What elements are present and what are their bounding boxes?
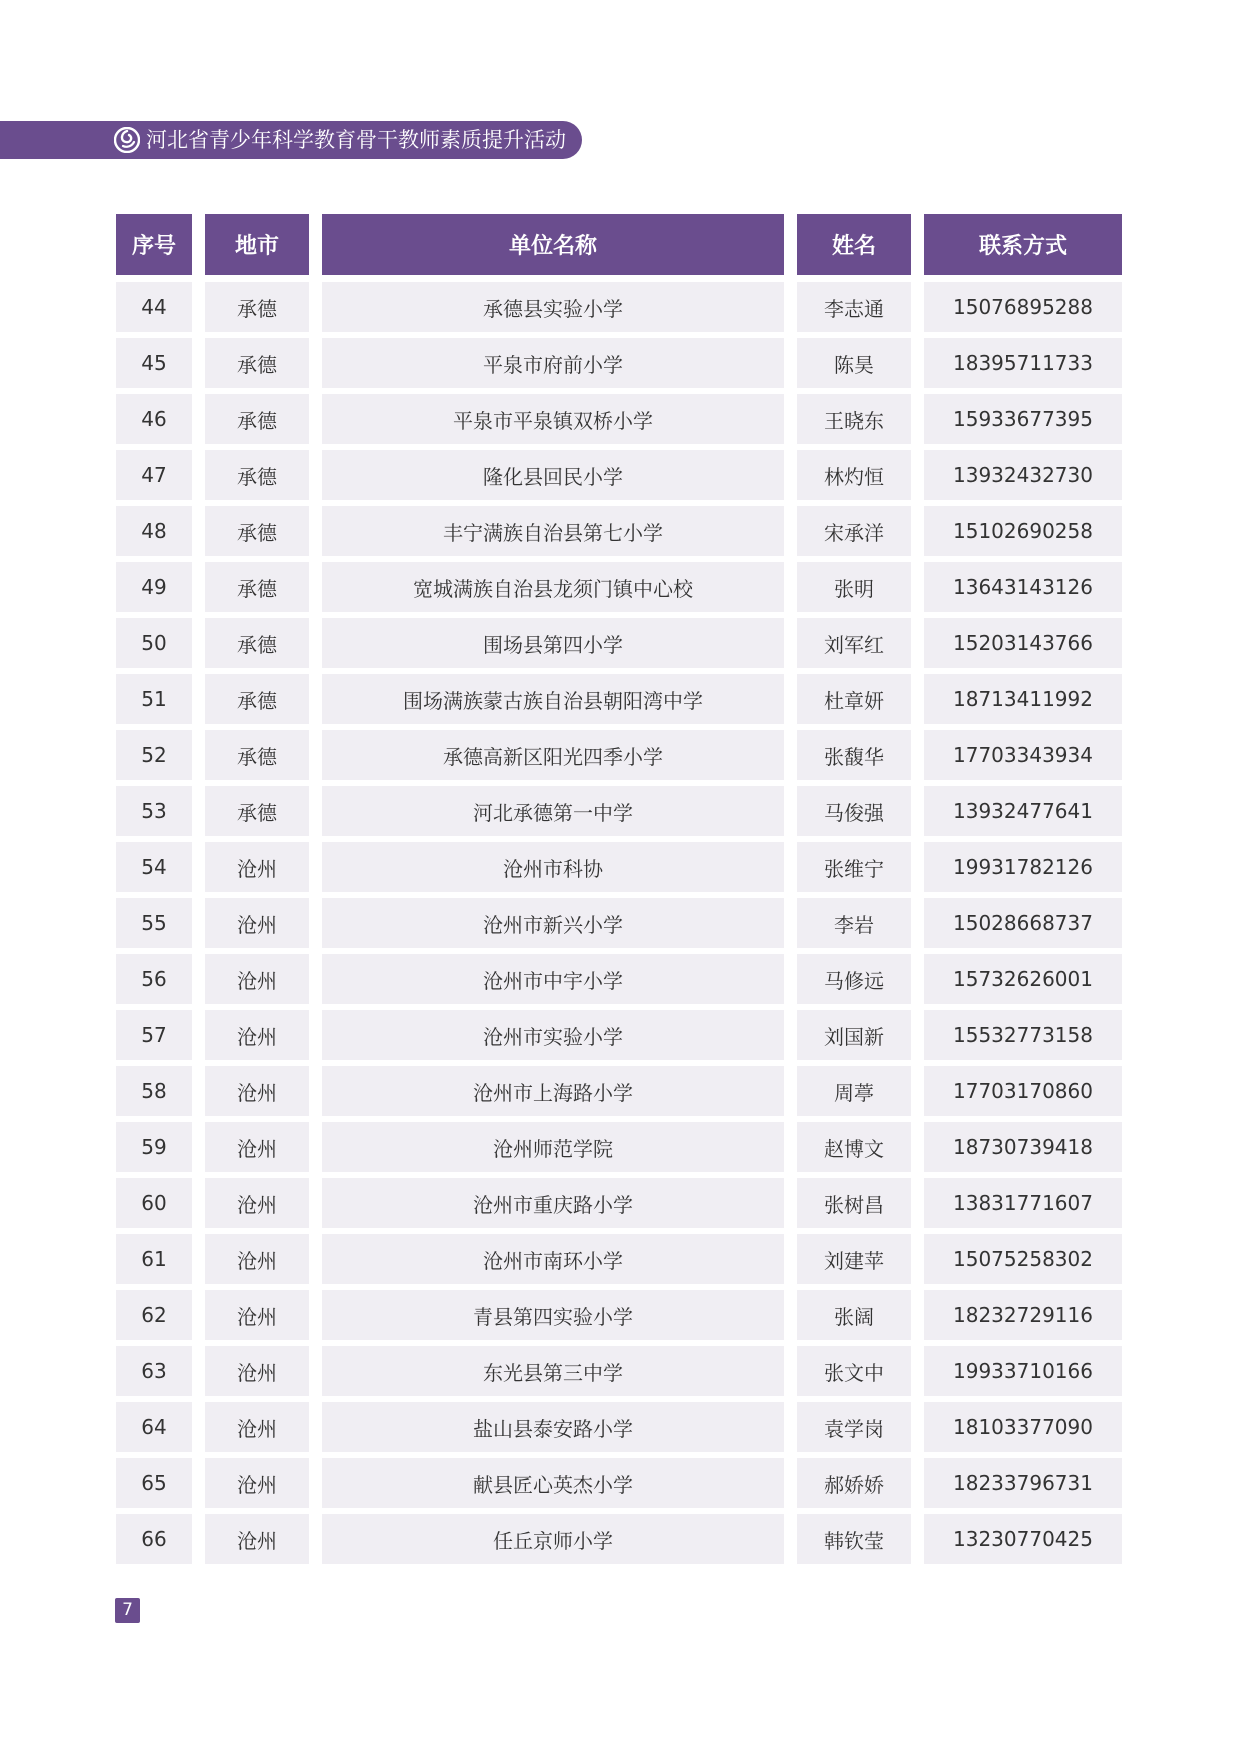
unit-cell: 沧州市南环小学 (322, 1234, 784, 1284)
city-cell: 沧州 (205, 1010, 309, 1060)
unit-cell: 任丘京师小学 (322, 1514, 784, 1564)
name-cell: 赵博文 (797, 1122, 911, 1172)
unit-cell: 宽城满族自治县龙须门镇中心校 (322, 562, 784, 612)
unit-cell: 青县第四实验小学 (322, 1290, 784, 1340)
table-body (116, 282, 1122, 1564)
city-cell: 沧州 (205, 1066, 309, 1116)
city-cell: 沧州 (205, 1458, 309, 1508)
seq-cell: 53 (116, 786, 192, 836)
name-cell: 郝娇娇 (797, 1458, 911, 1508)
phone-cell: 15933677395 (924, 394, 1122, 444)
page-title: 河北省青少年科学教育骨干教师素质提升活动 (146, 128, 566, 152)
table-row (116, 1234, 1122, 1284)
city-cell: 承德 (205, 282, 309, 332)
unit-cell: 沧州市重庆路小学 (322, 1178, 784, 1228)
phone-cell: 15532773158 (924, 1010, 1122, 1060)
table-row (116, 1514, 1122, 1564)
seq-cell: 66 (116, 1514, 192, 1564)
seq-cell: 60 (116, 1178, 192, 1228)
table-row (116, 730, 1122, 780)
table-row (116, 394, 1122, 444)
city-cell: 沧州 (205, 954, 309, 1004)
table-row (116, 282, 1122, 332)
seq-cell: 50 (116, 618, 192, 668)
seq-cell: 62 (116, 1290, 192, 1340)
phone-cell: 13230770425 (924, 1514, 1122, 1564)
seq-cell: 57 (116, 1010, 192, 1060)
name-cell: 林灼恒 (797, 450, 911, 500)
unit-cell: 盐山县泰安路小学 (322, 1402, 784, 1452)
name-cell: 张馥华 (797, 730, 911, 780)
column-header-phone: 联系方式 (924, 214, 1122, 275)
name-cell: 杜章妍 (797, 674, 911, 724)
unit-cell: 围场县第四小学 (322, 618, 784, 668)
phone-cell: 19931782126 (924, 842, 1122, 892)
phone-cell: 13932477641 (924, 786, 1122, 836)
column-header-city: 地市 (205, 214, 309, 275)
seq-cell: 55 (116, 898, 192, 948)
unit-cell: 沧州市实验小学 (322, 1010, 784, 1060)
phone-cell: 15102690258 (924, 506, 1122, 556)
unit-cell: 沧州市中宇小学 (322, 954, 784, 1004)
name-cell: 王晓东 (797, 394, 911, 444)
table-row (116, 506, 1122, 556)
name-cell: 刘建苹 (797, 1234, 911, 1284)
name-cell: 张阔 (797, 1290, 911, 1340)
city-cell: 沧州 (205, 1122, 309, 1172)
column-header-name: 姓名 (797, 214, 911, 275)
page-number: 7 (115, 1598, 140, 1623)
city-cell: 沧州 (205, 1178, 309, 1228)
city-cell: 承德 (205, 506, 309, 556)
table-row (116, 898, 1122, 948)
table-row (116, 1066, 1122, 1116)
unit-cell: 围场满族蒙古族自治县朝阳湾中学 (322, 674, 784, 724)
unit-cell: 沧州市科协 (322, 842, 784, 892)
city-cell: 承德 (205, 674, 309, 724)
table-row (116, 842, 1122, 892)
table-row (116, 1122, 1122, 1172)
unit-cell: 沧州师范学院 (322, 1122, 784, 1172)
unit-cell: 丰宁满族自治县第七小学 (322, 506, 784, 556)
unit-cell: 沧州市上海路小学 (322, 1066, 784, 1116)
seq-cell: 63 (116, 1346, 192, 1396)
unit-cell: 东光县第三中学 (322, 1346, 784, 1396)
table-row (116, 1346, 1122, 1396)
table-row (116, 618, 1122, 668)
seq-cell: 56 (116, 954, 192, 1004)
city-cell: 沧州 (205, 1346, 309, 1396)
phone-cell: 15076895288 (924, 282, 1122, 332)
phone-cell: 13831771607 (924, 1178, 1122, 1228)
table-row (116, 562, 1122, 612)
phone-cell: 18730739418 (924, 1122, 1122, 1172)
table-row (116, 954, 1122, 1004)
table-row (116, 1402, 1122, 1452)
seq-cell: 44 (116, 282, 192, 332)
phone-cell: 18395711733 (924, 338, 1122, 388)
table-row (116, 1458, 1122, 1508)
seq-cell: 48 (116, 506, 192, 556)
unit-cell: 隆化县回民小学 (322, 450, 784, 500)
phone-cell: 18103377090 (924, 1402, 1122, 1452)
city-cell: 沧州 (205, 1402, 309, 1452)
name-cell: 马修远 (797, 954, 911, 1004)
column-header-seq: 序号 (116, 214, 192, 275)
phone-cell: 15028668737 (924, 898, 1122, 948)
name-cell: 宋承洋 (797, 506, 911, 556)
phone-cell: 18233796731 (924, 1458, 1122, 1508)
seq-cell: 59 (116, 1122, 192, 1172)
phone-cell: 15075258302 (924, 1234, 1122, 1284)
unit-cell: 平泉市平泉镇双桥小学 (322, 394, 784, 444)
name-cell: 张明 (797, 562, 911, 612)
seq-cell: 54 (116, 842, 192, 892)
city-cell: 承德 (205, 562, 309, 612)
name-cell: 刘国新 (797, 1010, 911, 1060)
unit-cell: 承德县实验小学 (322, 282, 784, 332)
seq-cell: 61 (116, 1234, 192, 1284)
city-cell: 承德 (205, 394, 309, 444)
table-row (116, 1290, 1122, 1340)
unit-cell: 平泉市府前小学 (322, 338, 784, 388)
unit-cell: 献县匠心英杰小学 (322, 1458, 784, 1508)
table-header (116, 214, 1122, 275)
name-cell: 陈昊 (797, 338, 911, 388)
unit-cell: 承德高新区阳光四季小学 (322, 730, 784, 780)
table-row (116, 786, 1122, 836)
city-cell: 沧州 (205, 898, 309, 948)
name-cell: 马俊强 (797, 786, 911, 836)
city-cell: 沧州 (205, 1514, 309, 1564)
city-cell: 沧州 (205, 842, 309, 892)
teacher-table (116, 214, 1122, 1570)
swirl-logo-icon (114, 127, 140, 153)
city-cell: 承德 (205, 786, 309, 836)
phone-cell: 15732626001 (924, 954, 1122, 1004)
table-row (116, 1178, 1122, 1228)
name-cell: 李岩 (797, 898, 911, 948)
seq-cell: 58 (116, 1066, 192, 1116)
city-cell: 承德 (205, 338, 309, 388)
city-cell: 沧州 (205, 1234, 309, 1284)
unit-cell: 河北承德第一中学 (322, 786, 784, 836)
table-row (116, 338, 1122, 388)
name-cell: 张维宁 (797, 842, 911, 892)
unit-cell: 沧州市新兴小学 (322, 898, 784, 948)
seq-cell: 46 (116, 394, 192, 444)
header-banner (0, 121, 582, 159)
name-cell: 韩钦莹 (797, 1514, 911, 1564)
name-cell: 张文中 (797, 1346, 911, 1396)
name-cell: 袁学岗 (797, 1402, 911, 1452)
seq-cell: 51 (116, 674, 192, 724)
name-cell: 李志通 (797, 282, 911, 332)
phone-cell: 15203143766 (924, 618, 1122, 668)
phone-cell: 13643143126 (924, 562, 1122, 612)
phone-cell: 19933710166 (924, 1346, 1122, 1396)
seq-cell: 65 (116, 1458, 192, 1508)
city-cell: 承德 (205, 730, 309, 780)
city-cell: 承德 (205, 450, 309, 500)
table-row (116, 674, 1122, 724)
seq-cell: 52 (116, 730, 192, 780)
seq-cell: 64 (116, 1402, 192, 1452)
name-cell: 张树昌 (797, 1178, 911, 1228)
column-header-unit: 单位名称 (322, 214, 784, 275)
city-cell: 承德 (205, 618, 309, 668)
name-cell: 周葶 (797, 1066, 911, 1116)
name-cell: 刘军红 (797, 618, 911, 668)
city-cell: 沧州 (205, 1290, 309, 1340)
phone-cell: 18713411992 (924, 674, 1122, 724)
phone-cell: 17703343934 (924, 730, 1122, 780)
seq-cell: 45 (116, 338, 192, 388)
phone-cell: 18232729116 (924, 1290, 1122, 1340)
table-row (116, 450, 1122, 500)
phone-cell: 17703170860 (924, 1066, 1122, 1116)
table-row (116, 1010, 1122, 1060)
seq-cell: 49 (116, 562, 192, 612)
seq-cell: 47 (116, 450, 192, 500)
phone-cell: 13932432730 (924, 450, 1122, 500)
